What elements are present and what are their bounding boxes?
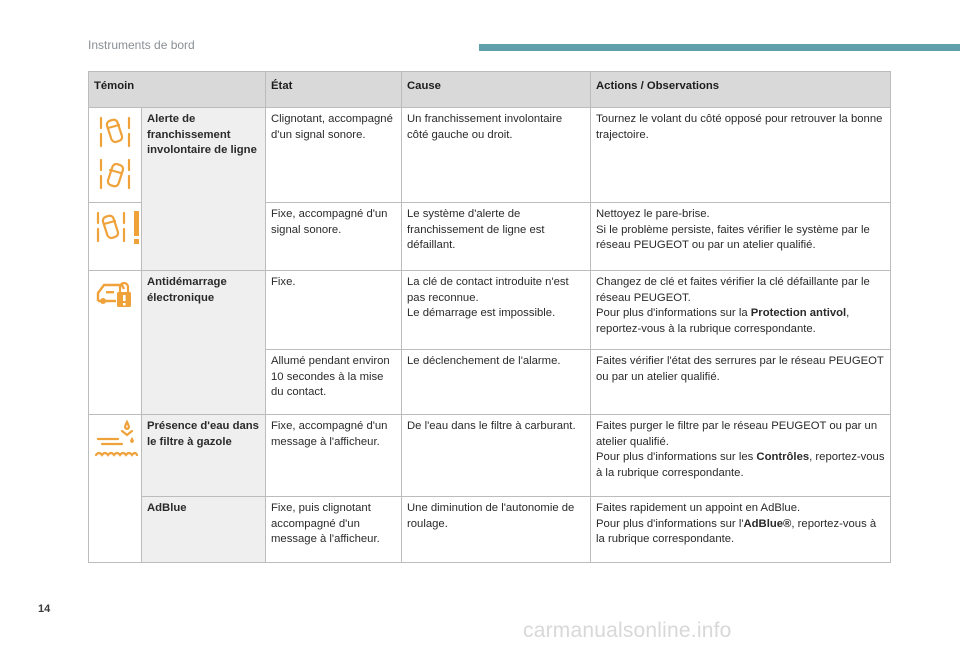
action-cell: [591, 271, 891, 350]
column-header-etat: État: [266, 72, 402, 108]
action-cell: [591, 497, 891, 563]
action-text: , reportez-vous à la rubrique correspondante.: [596, 517, 877, 546]
column-header-cause: Cause: [402, 72, 591, 108]
table-row: [89, 271, 891, 350]
header-accent-bar: [479, 44, 960, 51]
watermark: carmanualsonline.info: [523, 619, 732, 642]
column-header-actions: Actions / Observations: [591, 72, 891, 108]
warning-label: Alerte de franchissement involontaire de ligne: [142, 108, 266, 271]
action-text: , reportez-vous à la rubrique correspondante.: [596, 307, 850, 335]
immobiliser-icon: [94, 275, 136, 309]
state-cell: Fixe, puis clignotant accompagné d'un message à l'afficheur.: [266, 497, 402, 563]
state-cell: Clignotant, accompagné d'un signal sonore.: [266, 108, 402, 203]
warning-label: AdBlue: [142, 497, 266, 563]
cause-cell: La clé de contact introduite n'est pas reconnue. Le démarrage est impossible.: [402, 271, 591, 350]
cross-reference-link[interactable]: Protection antivol: [750, 307, 847, 320]
action-cell: [591, 415, 891, 497]
section-title: Instruments de bord: [88, 38, 195, 52]
cause-cell: De l'eau dans le filtre à carburant.: [402, 415, 591, 497]
warning-label: Antidémarrage électronique: [142, 271, 266, 415]
state-cell: Allumé pendant environ 10 secondes à la mise du contact.: [266, 350, 402, 415]
state-cell: Fixe.: [266, 271, 402, 350]
action-text: Faites purger le filtre par le réseau PEUGEOT ou par un atelier qualifié. Pour plus d'informations sur les: [596, 420, 878, 464]
lane-departure-fault-icon: [94, 207, 136, 251]
action-cell: Tournez le volant du côté opposé pour retrouver la bonne trajectoire.: [591, 108, 891, 203]
state-cell: Fixe, accompagné d'un message à l'afficheur.: [266, 415, 402, 497]
page-number: 14: [38, 603, 51, 615]
icon-cell: [89, 203, 142, 271]
table-header-row: [89, 72, 891, 108]
table-row: [89, 497, 891, 563]
icon-cell: [89, 415, 142, 563]
action-text: Faites rapidement un appoint en AdBlue. Pour plus d'informations sur l': [596, 502, 801, 530]
action-text: , reportez-vous à la rubrique correspondante.: [596, 451, 885, 479]
cross-reference-link[interactable]: Contrôles: [756, 451, 810, 464]
table-row: [89, 415, 891, 497]
warning-lights-table: [88, 71, 891, 563]
action-cell: Nettoyez le pare-brise. Si le problème persiste, faites vérifier le système par le réseau PEUGEOT ou par un atelier qualifié.: [591, 203, 891, 271]
icon-cell: [89, 108, 142, 203]
cause-cell: Le système d'alerte de franchissement de ligne est défaillant.: [402, 203, 591, 271]
cause-cell: Le déclenchement de l'alarme.: [402, 350, 591, 415]
action-text: Changez de clé et faites vérifier la clé défaillante par le réseau PEUGEOT. Pour plus d'informations sur la: [596, 276, 870, 320]
column-header-temoin: Témoin: [89, 72, 266, 108]
icon-cell: [89, 271, 142, 415]
warning-label: Présence d'eau dans le filtre à gazole: [142, 415, 266, 497]
cause-cell: Un franchissement involontaire côté gauche ou droit.: [402, 108, 591, 203]
table-row: [89, 108, 891, 203]
cause-cell: Une diminution de l'autonomie de roulage.: [402, 497, 591, 563]
lane-departure-flashing-icon: [94, 112, 136, 198]
action-cell: Faites vérifier l'état des serrures par le réseau PEUGEOT ou par un atelier qualifié.: [591, 350, 891, 415]
state-cell: Fixe, accompagné d'un signal sonore.: [266, 203, 402, 271]
water-in-diesel-icon: [94, 419, 136, 459]
cross-reference-link[interactable]: AdBlue®: [743, 517, 792, 530]
